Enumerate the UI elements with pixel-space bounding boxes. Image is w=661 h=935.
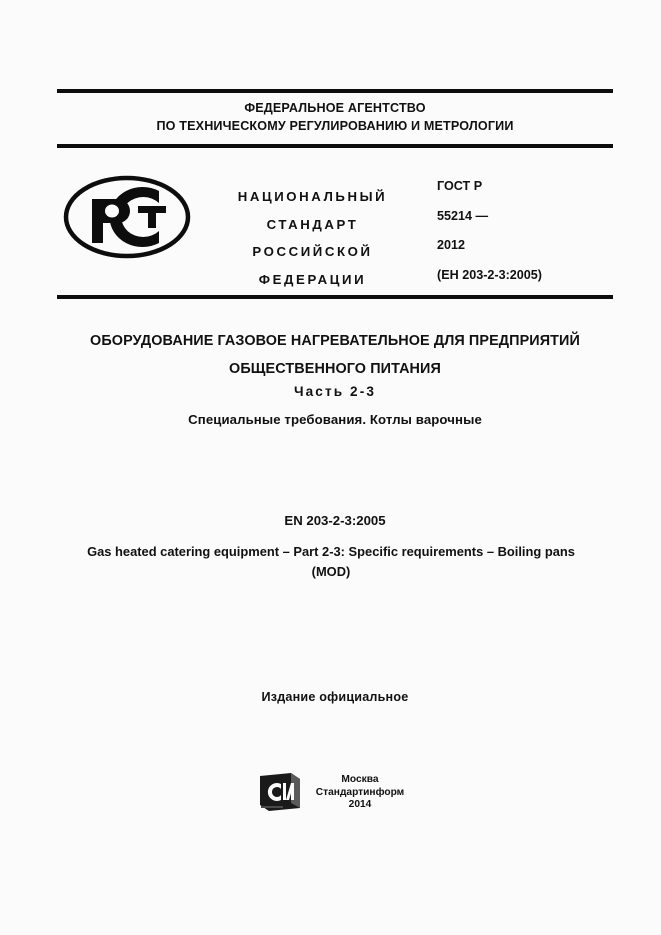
page-title [57,327,613,383]
agency-line-1: ФЕДЕРАЛЬНОЕ АГЕНТСТВО [244,101,426,115]
national-standard-line-1: НАЦИОНАЛЬНЫЙ [237,189,388,204]
english-standard-title [64,542,598,582]
official-edition-notice: Издание официальное [261,690,409,704]
standard-part-label: Часть 2-3 [293,384,376,399]
english-title-text: Gas heated catering equipment – Part 2-3: Specific requirements – Boiling pans [87,544,575,559]
national-standard-heading [200,183,425,293]
designation-en-equivalent: (ЕН 203-2-3:2005) [437,267,542,282]
gost-r-emblem [62,173,192,261]
page-subtitle: Специальные требования. Котлы варочные [188,412,482,427]
publisher-footer [0,770,661,816]
english-modification-label: (MOD) [311,564,351,579]
national-standard-line-3: РОССИЙСКОЙ [252,244,373,259]
header-rule-bottom [57,295,613,299]
page-title-line-1: ОБОРУДОВАНИЕ ГАЗОВОЕ НАГРЕВАТЕЛЬНОЕ ДЛЯ ПРЕДПРИЯТИЙ [90,333,580,349]
designation-prefix: ГОСТ Р [437,179,483,193]
publisher-organization: Стандартинформ [315,786,405,798]
federal-agency-heading [57,99,613,135]
english-standard-reference: EN 203-2-3:2005 [284,513,386,528]
publisher-imprint [316,774,404,812]
header-rule-top [57,89,613,93]
publisher-city: Москва [341,773,379,785]
designation-number: 55214 — [437,208,489,223]
page-title-line-2: ОБЩЕСТВЕННОГО ПИТАНИЯ [229,361,441,377]
national-standard-line-2: СТАНДАРТ [266,216,359,232]
national-standard-line-4: ФЕДЕРАЦИИ [258,271,367,287]
designation-year: 2012 [437,238,466,252]
header-rule-middle [57,144,613,148]
agency-line-2: ПО ТЕХНИЧЕСКОМУ РЕГУЛИРОВАНИЮ И МЕТРОЛОГИИ [156,119,514,133]
standartinform-logo-icon [257,770,303,816]
publisher-year: 2014 [348,799,372,811]
gost-r-emblem-icon [62,173,192,261]
standartinform-logo [257,770,303,816]
standard-designation [437,172,617,290]
